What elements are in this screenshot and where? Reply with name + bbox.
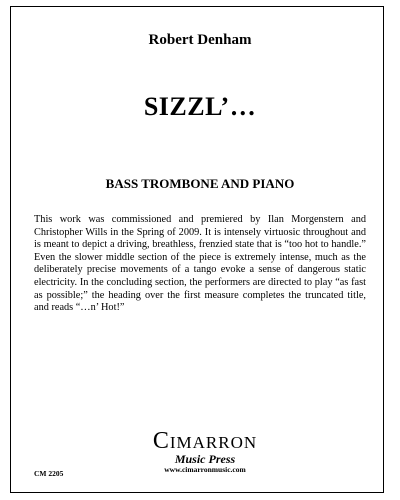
composer-name: Robert Denham	[148, 32, 252, 48]
publisher-name-initial: C	[152, 428, 170, 454]
publisher-name	[145, 428, 265, 454]
publisher-url: www.cimarronmusic.com	[164, 465, 246, 474]
publisher-name-rest: IMARRON	[169, 433, 258, 452]
piece-title: SIZZL’…	[143, 92, 257, 121]
instrumentation: BASS TROMBONE AND PIANO	[105, 176, 295, 191]
catalog-number: CM 2205	[34, 469, 64, 478]
publisher-subtitle: Music Press	[174, 452, 236, 466]
publisher-logo	[145, 428, 265, 474]
program-note: This work was commissioned and premiered by Ilan Morgenstern and Christopher Wills in the Spring of 2009. It is intensely virtuosic throughout and is meant to depict a driving, breathless, frenzied state that is “too hot to handle.” Even the slower middle section of the piece is extremely intense, much as the deliberately precise movements of a tango evoke a sense of dangerous static electricity. In the concluding section, the performers are directed to play “as fast as possible;” the heading over the first measure completes the truncated title, and reads “…n’ Hot!”	[34, 214, 366, 314]
